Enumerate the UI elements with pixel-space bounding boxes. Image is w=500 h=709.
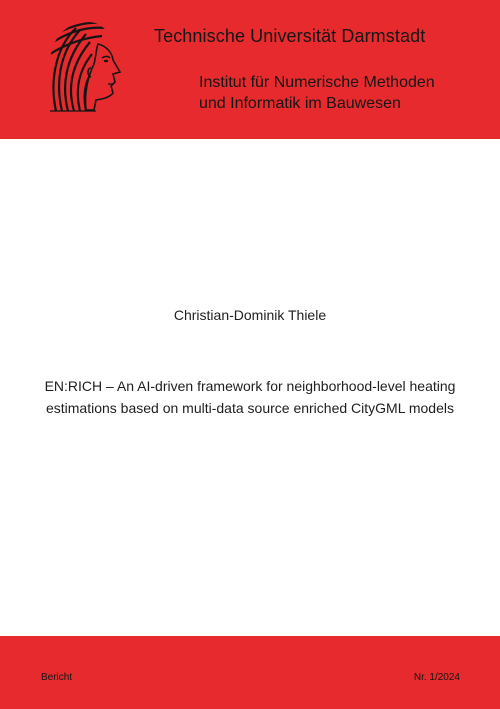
athena-head-logo-icon [36,14,126,114]
institute-name [199,72,435,114]
report-type: Bericht [41,672,73,683]
author-name: Christian-Dominik Thiele [173,307,327,323]
institute-name-line-2: und Informatik im Bauwesen [199,95,401,112]
report-title [0,375,500,419]
institute-name-line-1: Institut für Numerische Methoden [199,74,435,91]
report-number: Nr. 1/2024 [413,672,460,683]
report-title-line-2: estimations based on multi-data source enriched CityGML models [45,400,454,416]
report-title-line-1: EN:RICH – An AI-driven framework for neighborhood-level heating [44,378,456,394]
university-name: Technische Universität Darmstadt [154,26,426,46]
